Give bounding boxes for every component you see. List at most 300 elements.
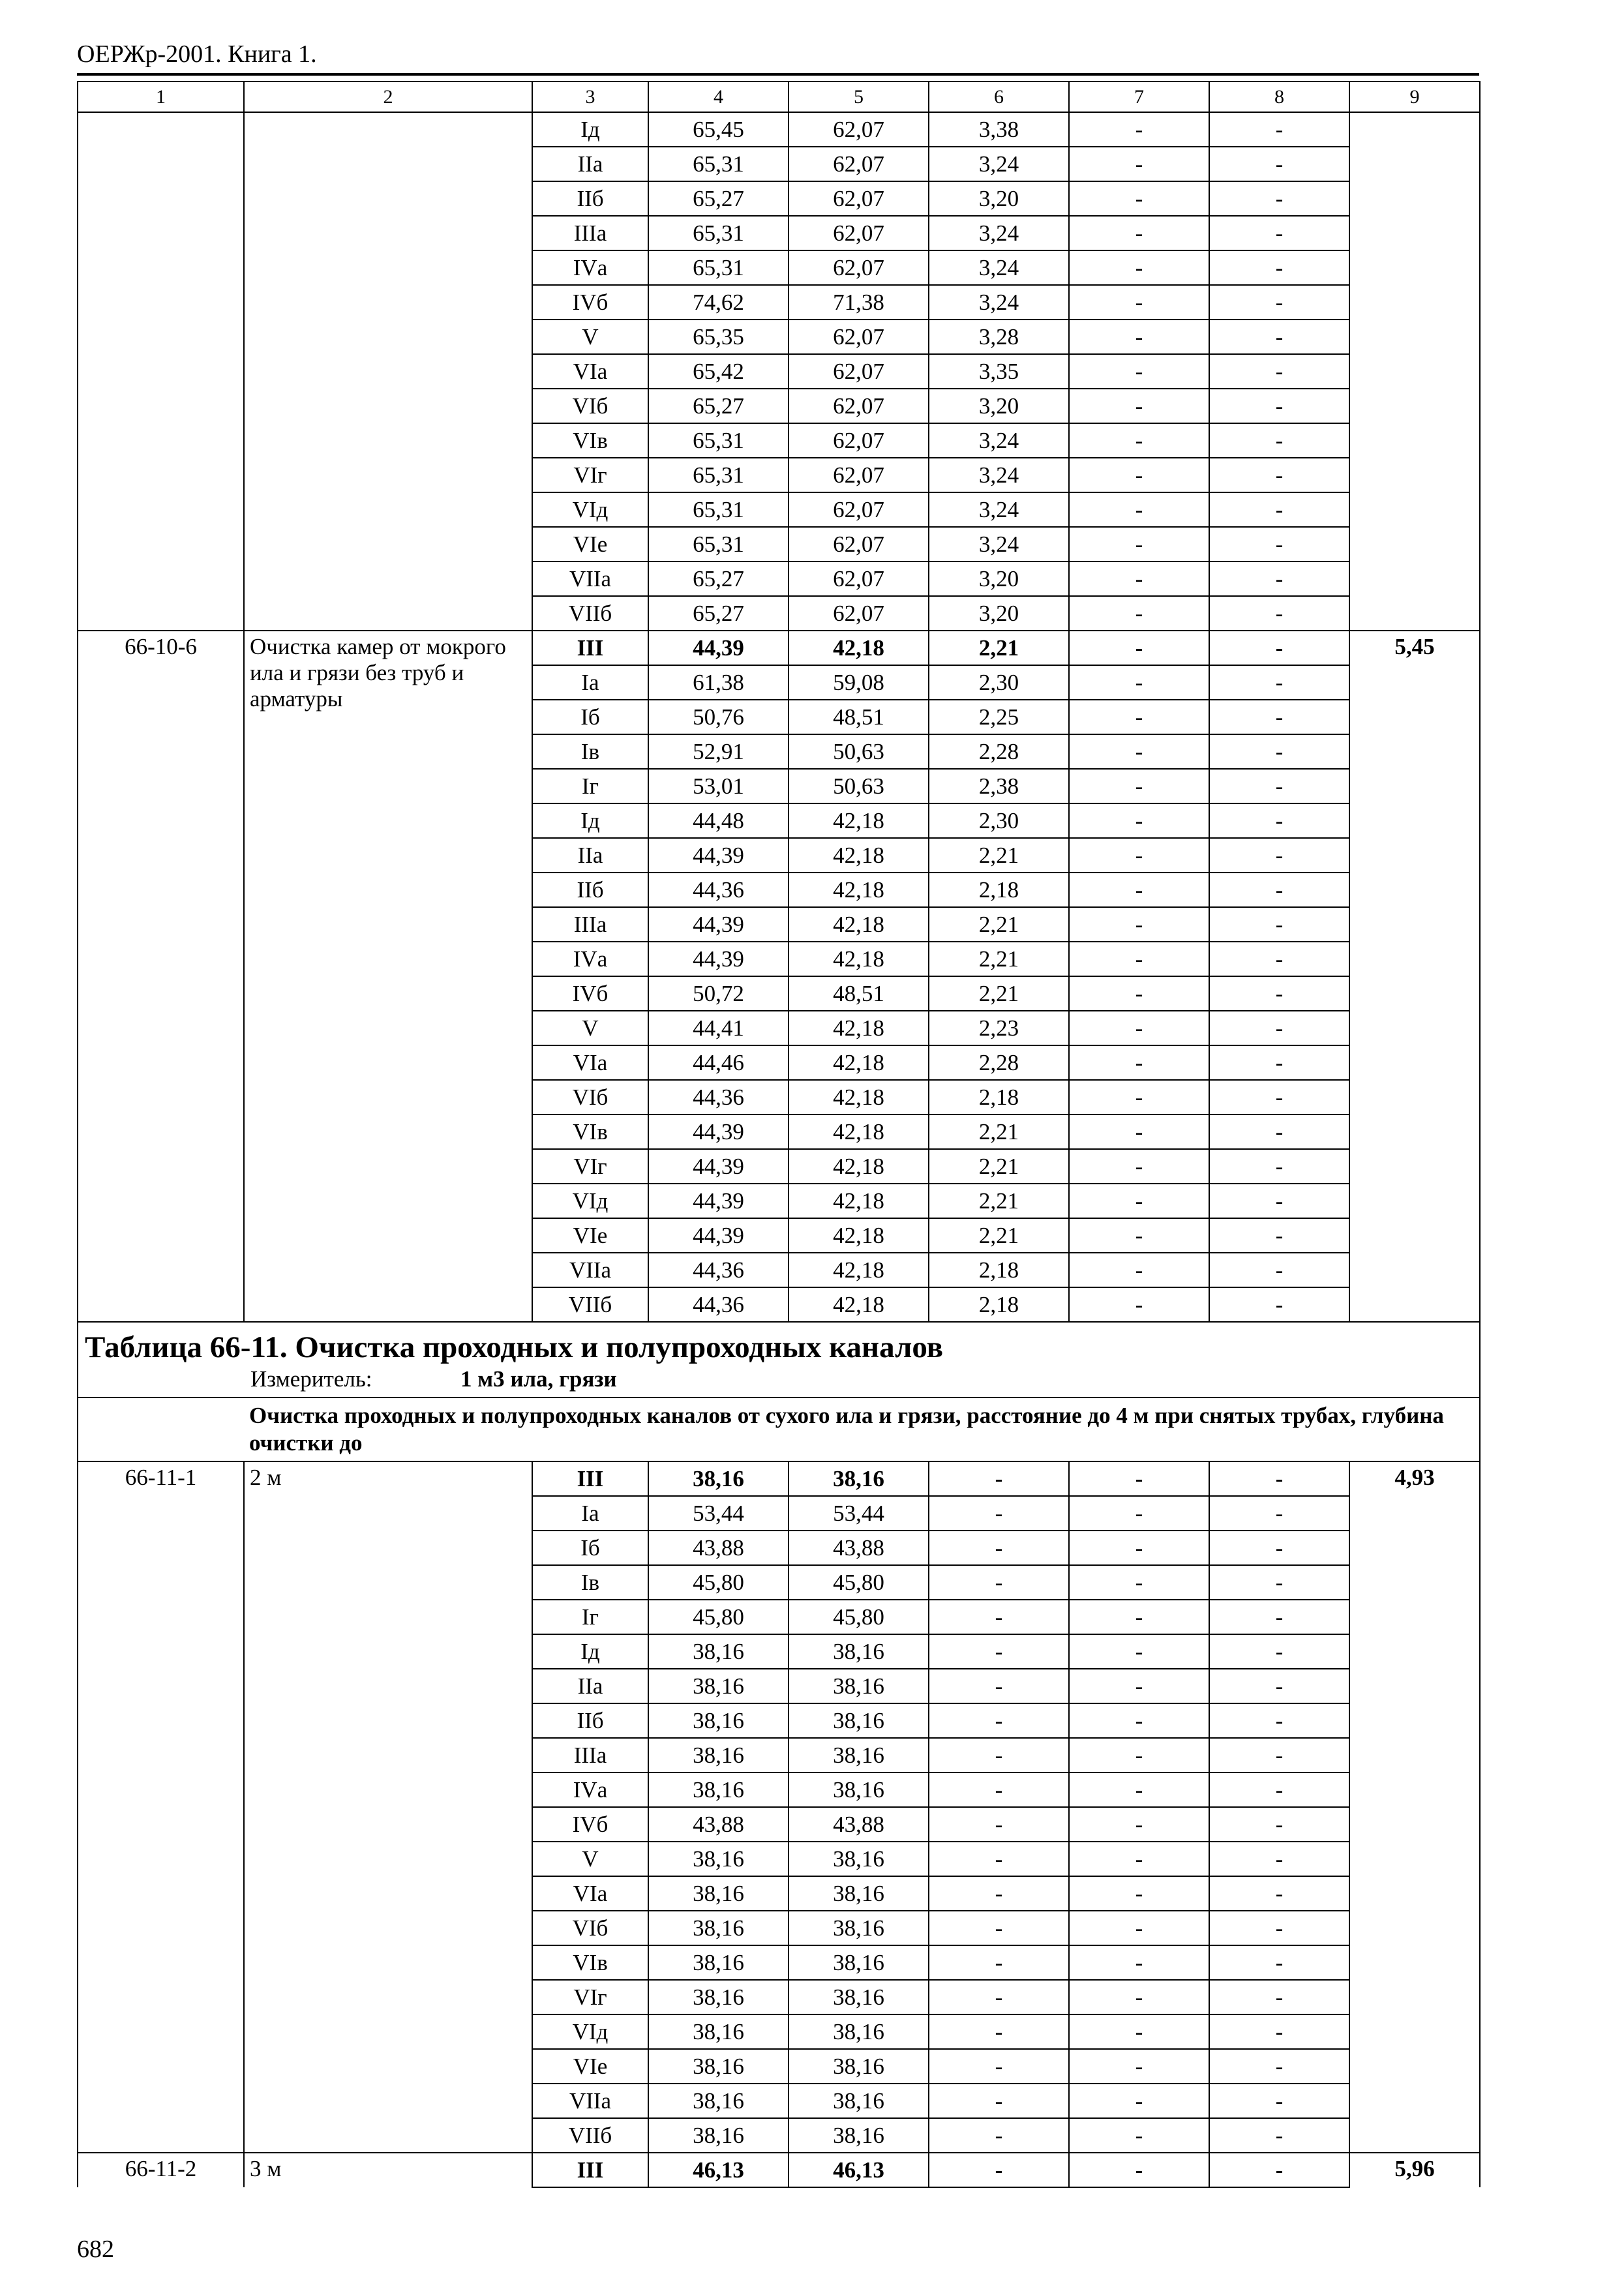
total-cost-cell: 38,16 xyxy=(648,2118,789,2153)
machines-cell: 2,28 xyxy=(929,1045,1069,1080)
machines-cell: - xyxy=(929,1738,1069,1773)
region-cell: IIIа xyxy=(532,907,648,942)
machines-cell: 3,24 xyxy=(929,250,1069,285)
region-cell: IIIа xyxy=(532,1738,648,1773)
machines-cell: 2,21 xyxy=(929,907,1069,942)
total-cost-cell: 65,42 xyxy=(648,354,789,389)
materials-cell: - xyxy=(1209,492,1349,527)
materials-cell: - xyxy=(1209,423,1349,458)
total-cost-cell: 44,39 xyxy=(648,1184,789,1218)
driver-wages-cell: - xyxy=(1069,1634,1209,1669)
total-cost-cell: 44,36 xyxy=(648,873,789,907)
machines-cell: 3,24 xyxy=(929,216,1069,250)
driver-wages-cell: - xyxy=(1069,1945,1209,1980)
driver-wages-cell: - xyxy=(1069,1531,1209,1565)
name-cell: 3 м xyxy=(244,2153,532,2187)
driver-wages-cell: - xyxy=(1069,1218,1209,1253)
driver-wages-cell: - xyxy=(1069,2014,1209,2049)
region-cell: VIIб xyxy=(532,2118,648,2153)
materials-cell: - xyxy=(1209,1531,1349,1565)
total-cost-cell: 74,62 xyxy=(648,285,789,320)
materials-cell: - xyxy=(1209,2014,1349,2049)
machines-cell: 2,18 xyxy=(929,873,1069,907)
materials-cell: - xyxy=(1209,838,1349,873)
driver-wages-cell: - xyxy=(1069,907,1209,942)
materials-cell: - xyxy=(1209,458,1349,492)
total-cost-cell: 65,31 xyxy=(648,147,789,181)
result-cell: 5,96 xyxy=(1349,2153,1480,2187)
driver-wages-cell: - xyxy=(1069,1773,1209,1807)
machines-cell: - xyxy=(929,1911,1069,1945)
wages-cell: 42,18 xyxy=(789,631,929,665)
machines-cell: - xyxy=(929,1634,1069,1669)
total-cost-cell: 38,16 xyxy=(648,1945,789,1980)
materials-cell: - xyxy=(1209,1703,1349,1738)
name-cell xyxy=(244,112,532,631)
materials-cell: - xyxy=(1209,2153,1349,2187)
machines-cell: 2,21 xyxy=(929,1115,1069,1149)
materials-cell: - xyxy=(1209,1149,1349,1184)
wages-cell: 62,07 xyxy=(789,354,929,389)
code-cell: 66-11-2 xyxy=(78,2153,244,2187)
materials-cell: - xyxy=(1209,1945,1349,1980)
total-cost-cell: 50,76 xyxy=(648,700,789,734)
materials-cell: - xyxy=(1209,320,1349,354)
machines-cell: 2,21 xyxy=(929,1184,1069,1218)
result-cell: 5,45 xyxy=(1349,631,1480,1322)
machines-cell: 2,38 xyxy=(929,769,1069,803)
materials-cell: - xyxy=(1209,1287,1349,1322)
machines-cell: 3,24 xyxy=(929,285,1069,320)
wages-cell: 42,18 xyxy=(789,1184,929,1218)
wages-cell: 62,07 xyxy=(789,320,929,354)
machines-cell: 2,18 xyxy=(929,1080,1069,1115)
region-cell: IVб xyxy=(532,976,648,1011)
total-cost-cell: 44,36 xyxy=(648,1253,789,1287)
region-cell: Iд xyxy=(532,112,648,147)
region-cell: VIа xyxy=(532,354,648,389)
wages-cell: 62,07 xyxy=(789,147,929,181)
materials-cell: - xyxy=(1209,1773,1349,1807)
materials-cell: - xyxy=(1209,285,1349,320)
materials-cell: - xyxy=(1209,1738,1349,1773)
region-cell: VIв xyxy=(532,423,648,458)
total-cost-cell: 46,13 xyxy=(648,2153,789,2187)
code-cell: 66-10-6 xyxy=(78,631,244,1322)
materials-cell: - xyxy=(1209,1600,1349,1634)
driver-wages-cell: - xyxy=(1069,527,1209,561)
region-cell: Iг xyxy=(532,1600,648,1634)
table-title-row xyxy=(78,1322,1480,1398)
driver-wages-cell: - xyxy=(1069,285,1209,320)
machines-cell: - xyxy=(929,1807,1069,1842)
driver-wages-cell: - xyxy=(1069,492,1209,527)
machines-cell: 3,24 xyxy=(929,492,1069,527)
column-number: 7 xyxy=(1069,82,1209,112)
driver-wages-cell: - xyxy=(1069,1115,1209,1149)
table-row xyxy=(78,2153,1480,2187)
region-cell: IVа xyxy=(532,250,648,285)
machines-cell: 3,38 xyxy=(929,112,1069,147)
total-cost-cell: 43,88 xyxy=(648,1807,789,1842)
region-cell: V xyxy=(532,1011,648,1045)
machines-cell: - xyxy=(929,1531,1069,1565)
total-cost-cell: 45,80 xyxy=(648,1565,789,1600)
wages-cell: 42,18 xyxy=(789,873,929,907)
region-cell: III xyxy=(532,631,648,665)
machines-cell: - xyxy=(929,2014,1069,2049)
wages-cell: 43,88 xyxy=(789,1531,929,1565)
column-number: 5 xyxy=(789,82,929,112)
total-cost-cell: 44,39 xyxy=(648,1218,789,1253)
wages-cell: 45,80 xyxy=(789,1565,929,1600)
machines-cell: - xyxy=(929,1703,1069,1738)
wages-cell: 62,07 xyxy=(789,389,929,423)
wages-cell: 59,08 xyxy=(789,665,929,700)
materials-cell: - xyxy=(1209,181,1349,216)
materials-cell: - xyxy=(1209,665,1349,700)
column-number: 3 xyxy=(532,82,648,112)
materials-cell: - xyxy=(1209,527,1349,561)
table-row xyxy=(78,1461,1480,1496)
column-number: 4 xyxy=(648,82,789,112)
column-number-row xyxy=(78,82,1480,112)
measure-line xyxy=(85,1366,1473,1393)
driver-wages-cell: - xyxy=(1069,250,1209,285)
region-cell: IIа xyxy=(532,147,648,181)
machines-cell: 2,21 xyxy=(929,976,1069,1011)
region-cell: VIд xyxy=(532,2014,648,2049)
wages-cell: 62,07 xyxy=(789,216,929,250)
page-number: 682 xyxy=(77,2236,114,2263)
total-cost-cell: 44,39 xyxy=(648,907,789,942)
region-cell: Iа xyxy=(532,1496,648,1531)
column-number: 9 xyxy=(1349,82,1480,112)
total-cost-cell: 38,16 xyxy=(648,1980,789,2014)
code-cell: 66-11-1 xyxy=(78,1461,244,2153)
machines-cell: 2,21 xyxy=(929,1149,1069,1184)
driver-wages-cell: - xyxy=(1069,1738,1209,1773)
region-cell: IIб xyxy=(532,1703,648,1738)
materials-cell: - xyxy=(1209,389,1349,423)
materials-cell: - xyxy=(1209,1496,1349,1531)
wages-cell: 38,16 xyxy=(789,2049,929,2084)
wages-cell: 38,16 xyxy=(789,1980,929,2014)
table-description: Очистка проходных и полупроходных каналов от сухого ила и грязи, расстояние до 4 м при снятых трубах, глубина очистки до xyxy=(244,1398,1480,1461)
wages-cell: 38,16 xyxy=(789,1703,929,1738)
driver-wages-cell: - xyxy=(1069,2153,1209,2187)
machines-cell: - xyxy=(929,2153,1069,2187)
materials-cell: - xyxy=(1209,1876,1349,1911)
total-cost-cell: 65,31 xyxy=(648,492,789,527)
region-cell: IVб xyxy=(532,285,648,320)
machines-cell: 3,24 xyxy=(929,147,1069,181)
driver-wages-cell: - xyxy=(1069,1911,1209,1945)
driver-wages-cell: - xyxy=(1069,147,1209,181)
machines-cell: 3,35 xyxy=(929,354,1069,389)
materials-cell: - xyxy=(1209,250,1349,285)
machines-cell: 2,21 xyxy=(929,1218,1069,1253)
machines-cell: - xyxy=(929,1842,1069,1876)
wages-cell: 38,16 xyxy=(789,1461,929,1496)
wages-cell: 62,07 xyxy=(789,181,929,216)
region-cell: IIа xyxy=(532,838,648,873)
materials-cell: - xyxy=(1209,734,1349,769)
header-rule xyxy=(77,73,1479,76)
region-cell: VIа xyxy=(532,1876,648,1911)
table-title: Таблица 66-11. Очистка проходных и полупроходных каналов xyxy=(85,1330,944,1364)
machines-cell: - xyxy=(929,1600,1069,1634)
wages-cell: 42,18 xyxy=(789,1011,929,1045)
code-cell xyxy=(78,112,244,631)
region-cell: VIг xyxy=(532,458,648,492)
total-cost-cell: 45,80 xyxy=(648,1600,789,1634)
materials-cell: - xyxy=(1209,700,1349,734)
measure-value: 1 м3 ила, грязи xyxy=(460,1366,617,1392)
wages-cell: 62,07 xyxy=(789,596,929,631)
column-number: 2 xyxy=(244,82,532,112)
materials-cell: - xyxy=(1209,2049,1349,2084)
wages-cell: 42,18 xyxy=(789,1045,929,1080)
driver-wages-cell: - xyxy=(1069,1080,1209,1115)
table-row xyxy=(78,112,1480,147)
total-cost-cell: 44,48 xyxy=(648,803,789,838)
wages-cell: 62,07 xyxy=(789,527,929,561)
materials-cell: - xyxy=(1209,769,1349,803)
total-cost-cell: 38,16 xyxy=(648,1911,789,1945)
materials-cell: - xyxy=(1209,1045,1349,1080)
wages-cell: 53,44 xyxy=(789,1496,929,1531)
machines-cell: 3,20 xyxy=(929,561,1069,596)
wages-cell: 42,18 xyxy=(789,1149,929,1184)
region-cell: Iв xyxy=(532,734,648,769)
machines-cell: - xyxy=(929,1773,1069,1807)
total-cost-cell: 44,39 xyxy=(648,1115,789,1149)
driver-wages-cell: - xyxy=(1069,1600,1209,1634)
total-cost-cell: 44,46 xyxy=(648,1045,789,1080)
driver-wages-cell: - xyxy=(1069,665,1209,700)
page-header: ОЕРЖр-2001. Книга 1. xyxy=(77,40,317,68)
driver-wages-cell: - xyxy=(1069,631,1209,665)
column-number: 8 xyxy=(1209,82,1349,112)
machines-cell: 2,18 xyxy=(929,1253,1069,1287)
wages-cell: 42,18 xyxy=(789,803,929,838)
driver-wages-cell: - xyxy=(1069,320,1209,354)
driver-wages-cell: - xyxy=(1069,1253,1209,1287)
total-cost-cell: 44,39 xyxy=(648,1149,789,1184)
wages-cell: 62,07 xyxy=(789,492,929,527)
region-cell: IIб xyxy=(532,181,648,216)
machines-cell: 3,20 xyxy=(929,389,1069,423)
wages-cell: 38,16 xyxy=(789,1911,929,1945)
machines-cell: 3,20 xyxy=(929,596,1069,631)
machines-cell: 2,28 xyxy=(929,734,1069,769)
materials-cell: - xyxy=(1209,1080,1349,1115)
wages-cell: 62,07 xyxy=(789,458,929,492)
wages-cell: 38,16 xyxy=(789,1945,929,1980)
machines-cell: 2,25 xyxy=(929,700,1069,734)
region-cell: VIе xyxy=(532,2049,648,2084)
materials-cell: - xyxy=(1209,1842,1349,1876)
driver-wages-cell: - xyxy=(1069,803,1209,838)
total-cost-cell: 43,88 xyxy=(648,1531,789,1565)
driver-wages-cell: - xyxy=(1069,458,1209,492)
wages-cell: 62,07 xyxy=(789,423,929,458)
wages-cell: 42,18 xyxy=(789,1253,929,1287)
region-cell: Iг xyxy=(532,769,648,803)
machines-cell: 2,30 xyxy=(929,665,1069,700)
driver-wages-cell: - xyxy=(1069,1496,1209,1531)
region-cell: VIв xyxy=(532,1115,648,1149)
name-cell: Очистка камер от мокрого ила и грязи без труб и арматуры xyxy=(244,631,532,1322)
wages-cell: 46,13 xyxy=(789,2153,929,2187)
driver-wages-cell: - xyxy=(1069,1461,1209,1496)
region-cell: III xyxy=(532,2153,648,2187)
total-cost-cell: 53,01 xyxy=(648,769,789,803)
driver-wages-cell: - xyxy=(1069,1011,1209,1045)
region-cell: IVб xyxy=(532,1807,648,1842)
driver-wages-cell: - xyxy=(1069,976,1209,1011)
wages-cell: 38,16 xyxy=(789,1876,929,1911)
machines-cell: 3,28 xyxy=(929,320,1069,354)
column-number: 1 xyxy=(78,82,244,112)
machines-cell: 3,24 xyxy=(929,423,1069,458)
wages-cell: 42,18 xyxy=(789,1115,929,1149)
total-cost-cell: 38,16 xyxy=(648,1634,789,1669)
driver-wages-cell: - xyxy=(1069,769,1209,803)
driver-wages-cell: - xyxy=(1069,216,1209,250)
region-cell: Iб xyxy=(532,1531,648,1565)
total-cost-cell: 65,31 xyxy=(648,423,789,458)
driver-wages-cell: - xyxy=(1069,2049,1209,2084)
machines-cell: - xyxy=(929,1876,1069,1911)
total-cost-cell: 38,16 xyxy=(648,1703,789,1738)
machines-cell: 3,24 xyxy=(929,527,1069,561)
region-cell: VIб xyxy=(532,1911,648,1945)
total-cost-cell: 53,44 xyxy=(648,1496,789,1531)
driver-wages-cell: - xyxy=(1069,354,1209,389)
driver-wages-cell: - xyxy=(1069,1669,1209,1703)
driver-wages-cell: - xyxy=(1069,181,1209,216)
total-cost-cell: 61,38 xyxy=(648,665,789,700)
wages-cell: 43,88 xyxy=(789,1807,929,1842)
driver-wages-cell: - xyxy=(1069,1287,1209,1322)
region-cell: III xyxy=(532,1461,648,1496)
wages-cell: 38,16 xyxy=(789,1773,929,1807)
machines-cell: 2,23 xyxy=(929,1011,1069,1045)
total-cost-cell: 65,35 xyxy=(648,320,789,354)
name-cell: 2 м xyxy=(244,1461,532,2153)
materials-cell: - xyxy=(1209,1115,1349,1149)
materials-cell: - xyxy=(1209,354,1349,389)
region-cell: IIб xyxy=(532,873,648,907)
total-cost-cell: 44,36 xyxy=(648,1287,789,1322)
machines-cell: 3,24 xyxy=(929,458,1069,492)
total-cost-cell: 65,27 xyxy=(648,596,789,631)
wages-cell: 42,18 xyxy=(789,942,929,976)
total-cost-cell: 65,31 xyxy=(648,250,789,285)
wages-cell: 48,51 xyxy=(789,976,929,1011)
materials-cell: - xyxy=(1209,907,1349,942)
materials-cell: - xyxy=(1209,1461,1349,1496)
wages-cell: 50,63 xyxy=(789,769,929,803)
wages-cell: 42,18 xyxy=(789,838,929,873)
wages-cell: 62,07 xyxy=(789,561,929,596)
region-cell: VIг xyxy=(532,1980,648,2014)
driver-wages-cell: - xyxy=(1069,838,1209,873)
total-cost-cell: 44,39 xyxy=(648,942,789,976)
total-cost-cell: 44,36 xyxy=(648,1080,789,1115)
driver-wages-cell: - xyxy=(1069,1184,1209,1218)
machines-cell: 3,20 xyxy=(929,181,1069,216)
table-row xyxy=(78,631,1480,665)
rates-table xyxy=(77,81,1481,2188)
materials-cell: - xyxy=(1209,2118,1349,2153)
total-cost-cell: 38,16 xyxy=(648,1842,789,1876)
machines-cell: 2,30 xyxy=(929,803,1069,838)
wages-cell: 38,16 xyxy=(789,2118,929,2153)
wages-cell: 38,16 xyxy=(789,1669,929,1703)
materials-cell: - xyxy=(1209,1565,1349,1600)
materials-cell: - xyxy=(1209,976,1349,1011)
region-cell: VIIа xyxy=(532,561,648,596)
materials-cell: - xyxy=(1209,1669,1349,1703)
region-cell: V xyxy=(532,1842,648,1876)
driver-wages-cell: - xyxy=(1069,1807,1209,1842)
region-cell: VIб xyxy=(532,1080,648,1115)
driver-wages-cell: - xyxy=(1069,389,1209,423)
region-cell: VIIб xyxy=(532,596,648,631)
wages-cell: 42,18 xyxy=(789,1080,929,1115)
wages-cell: 42,18 xyxy=(789,907,929,942)
column-number: 6 xyxy=(929,82,1069,112)
materials-cell: - xyxy=(1209,596,1349,631)
region-cell: VIIб xyxy=(532,1287,648,1322)
region-cell: VIб xyxy=(532,389,648,423)
machines-cell: - xyxy=(929,1496,1069,1531)
materials-cell: - xyxy=(1209,873,1349,907)
materials-cell: - xyxy=(1209,112,1349,147)
total-cost-cell: 65,31 xyxy=(648,216,789,250)
materials-cell: - xyxy=(1209,1253,1349,1287)
materials-cell: - xyxy=(1209,1011,1349,1045)
total-cost-cell: 65,27 xyxy=(648,389,789,423)
total-cost-cell: 65,27 xyxy=(648,181,789,216)
region-cell: VIе xyxy=(532,527,648,561)
wages-cell: 38,16 xyxy=(789,2014,929,2049)
region-cell: Iв xyxy=(532,1565,648,1600)
wages-cell: 45,80 xyxy=(789,1600,929,1634)
region-cell: VIд xyxy=(532,1184,648,1218)
driver-wages-cell: - xyxy=(1069,1565,1209,1600)
total-cost-cell: 38,16 xyxy=(648,2049,789,2084)
wages-cell: 38,16 xyxy=(789,1634,929,1669)
total-cost-cell: 38,16 xyxy=(648,2084,789,2118)
driver-wages-cell: - xyxy=(1069,942,1209,976)
wages-cell: 42,18 xyxy=(789,1218,929,1253)
driver-wages-cell: - xyxy=(1069,112,1209,147)
wages-cell: 38,16 xyxy=(789,1842,929,1876)
region-cell: Iд xyxy=(532,803,648,838)
total-cost-cell: 65,31 xyxy=(648,458,789,492)
machines-cell: 2,18 xyxy=(929,1287,1069,1322)
machines-cell: - xyxy=(929,1980,1069,2014)
materials-cell: - xyxy=(1209,1184,1349,1218)
region-cell: Iб xyxy=(532,700,648,734)
region-cell: IIIа xyxy=(532,216,648,250)
machines-cell: - xyxy=(929,2084,1069,2118)
total-cost-cell: 38,16 xyxy=(648,1669,789,1703)
